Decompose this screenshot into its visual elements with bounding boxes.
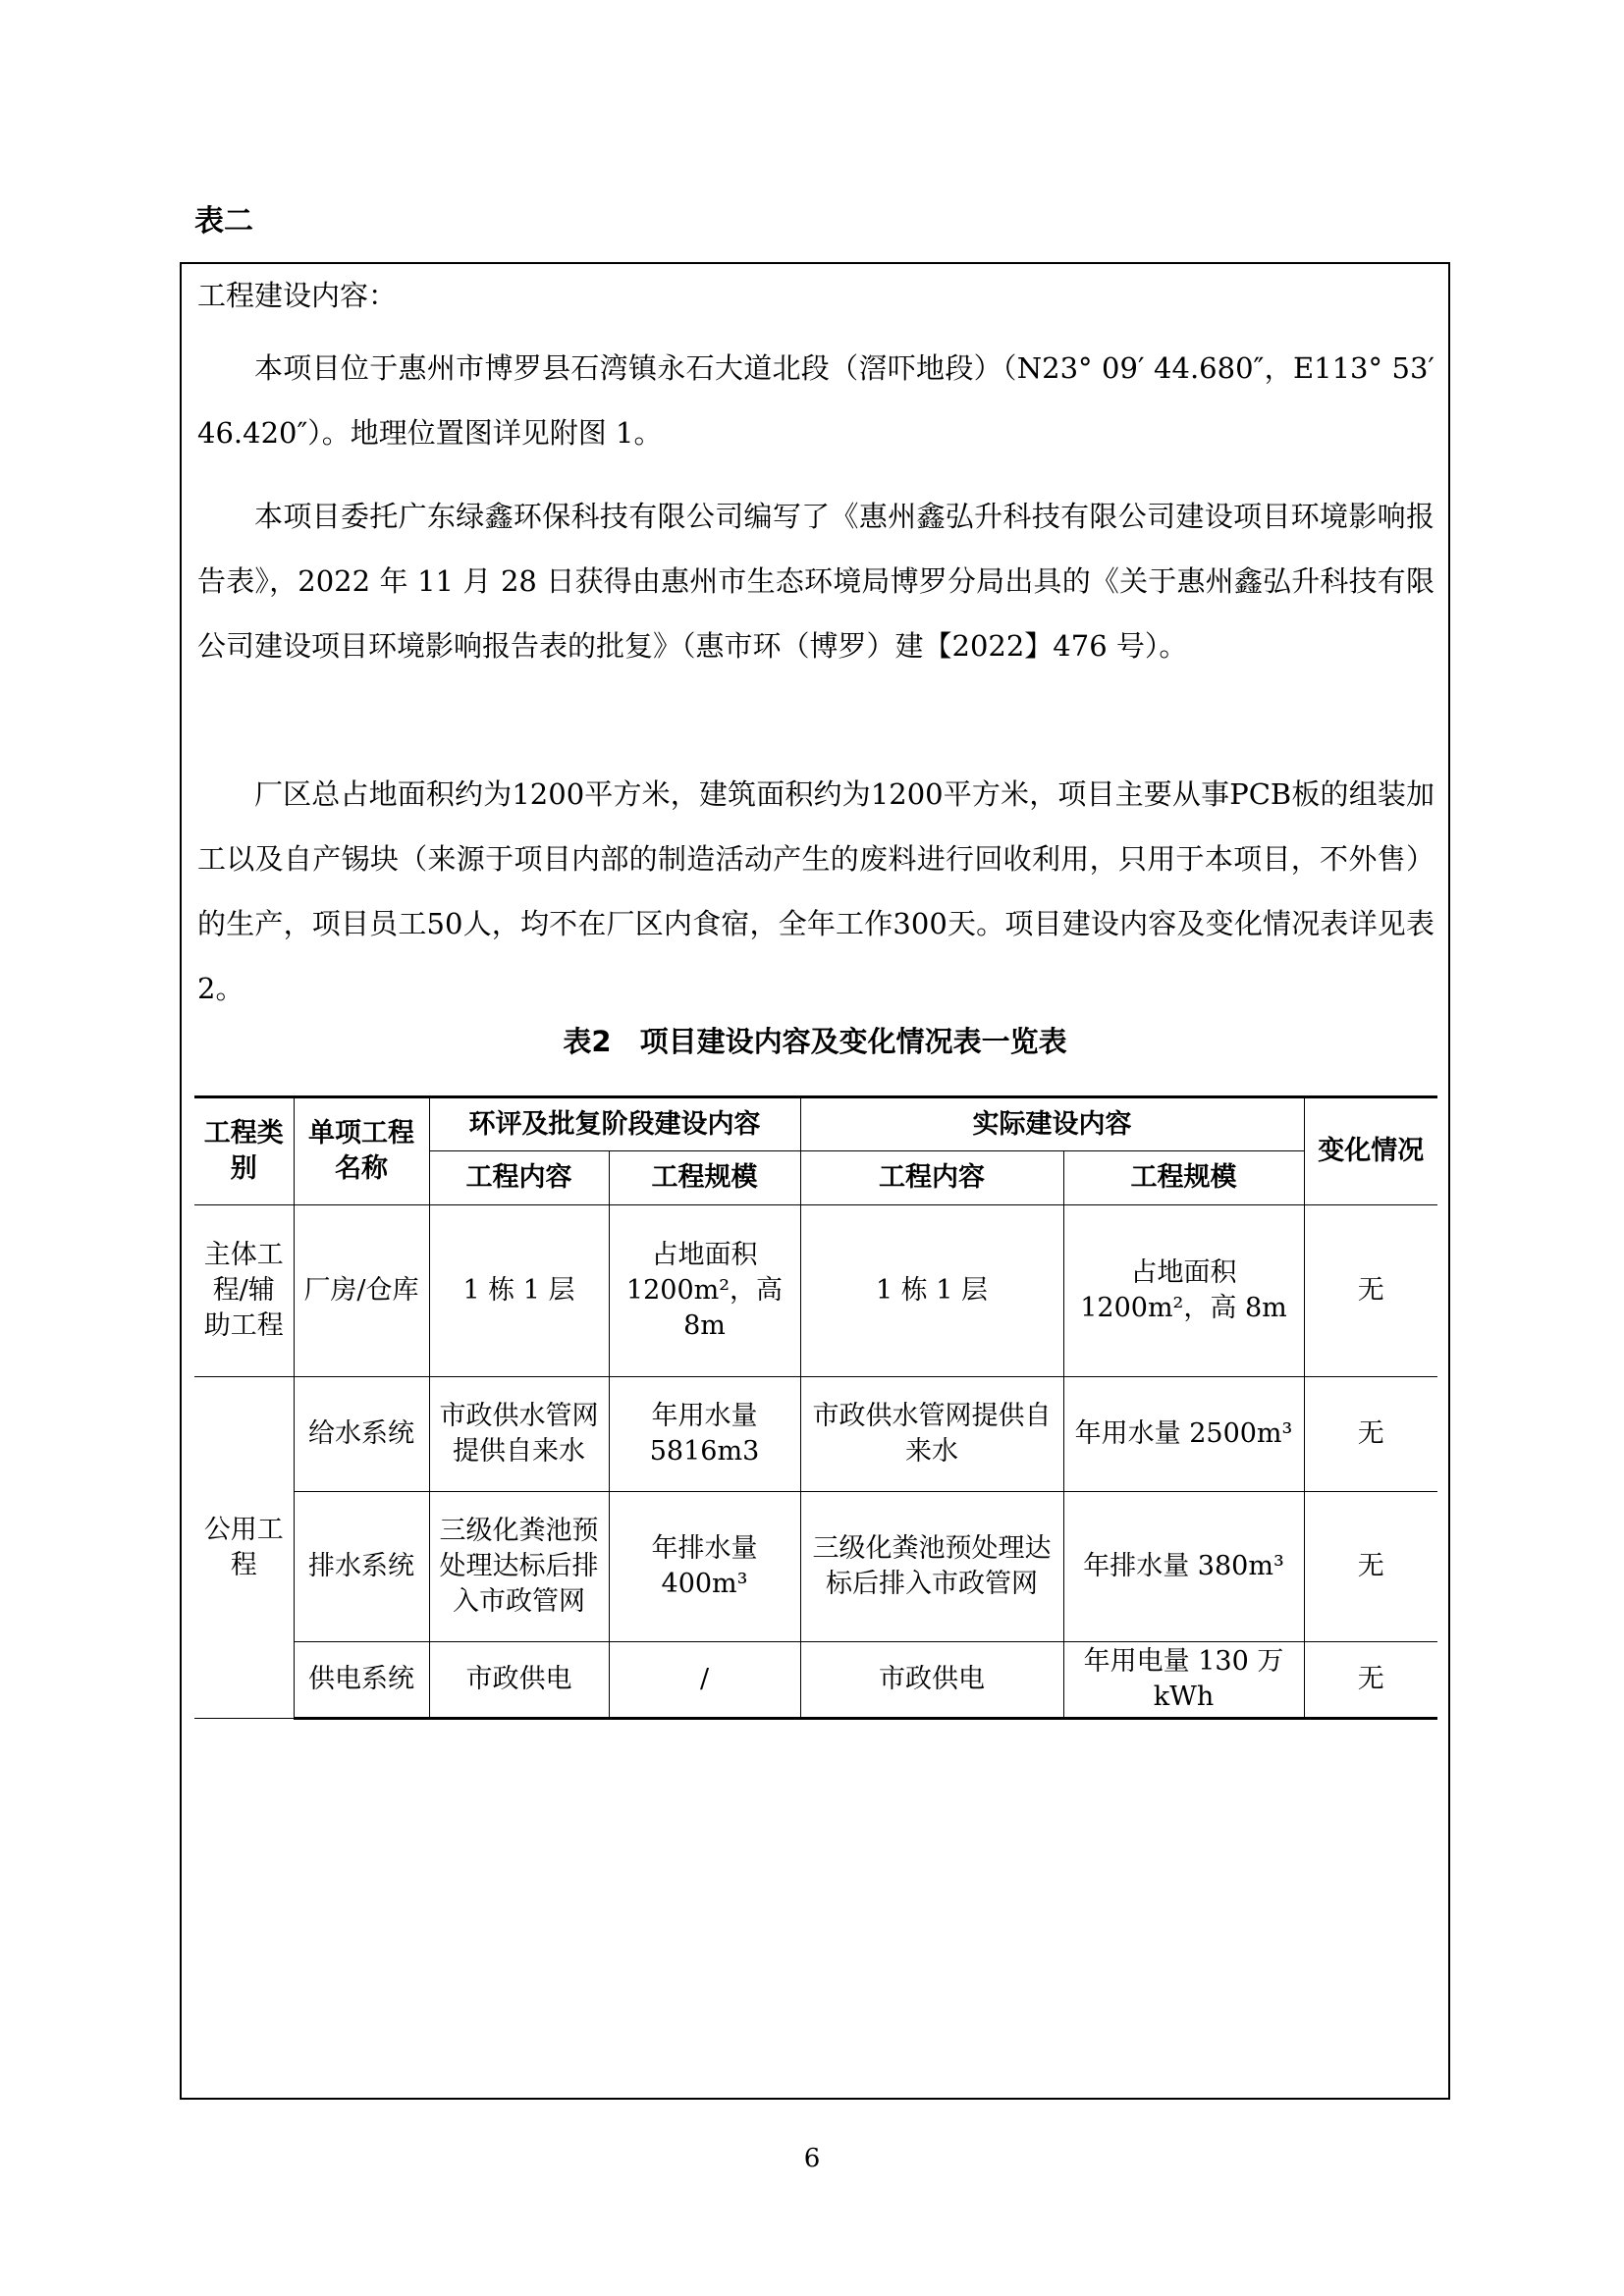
- cell-change: 无: [1304, 1205, 1437, 1377]
- header-actual-scale: 工程规模: [1063, 1151, 1304, 1205]
- cell-actual-content: 市政供电: [800, 1642, 1063, 1719]
- header-actual-content: 工程内容: [800, 1151, 1063, 1205]
- page-number: 6: [803, 2144, 821, 2173]
- header-eia-scale: 工程规模: [609, 1151, 800, 1205]
- header-eia-group: 环评及批复阶段建设内容: [429, 1097, 800, 1151]
- table-caption: 表2 项目建设内容及变化情况表一览表: [563, 1025, 1067, 1058]
- cell-eia-content: 市政供电: [429, 1642, 609, 1719]
- table-row: [194, 1492, 1437, 1642]
- paragraph-location: 本项目位于惠州市博罗县石湾镇永石大道北段（滘吓地段）（N23° 09′ 44.680″，E113° 53′ 46.420″）。地理位置图详见附图 1。: [197, 351, 1435, 450]
- cell-eia-scale: 占地面积1200m²，高8m: [609, 1205, 800, 1377]
- cell-category: 公用工程: [194, 1377, 294, 1719]
- table-row: [194, 1205, 1437, 1377]
- header-eia-content: 工程内容: [429, 1151, 609, 1205]
- cell-actual-scale: 年排水量 380m³: [1063, 1492, 1304, 1642]
- cell-change: 无: [1304, 1642, 1437, 1719]
- paragraph-approval: 本项目委托广东绿鑫环保科技有限公司编写了《惠州鑫弘升科技有限公司建设项目环境影响报告表》，2022 年 11 月 28 日获得由惠州市生态环境局博罗分局出具的《关于惠州鑫弘升科技有限公司建设项目环境影响报告表的批复》（惠市环（博罗）建【2022】476 号）。: [197, 500, 1435, 663]
- cell-item: 给水系统: [294, 1377, 429, 1492]
- cell-actual-scale: 占地面积1200m²，高 8m: [1063, 1205, 1304, 1377]
- cell-eia-scale: 年用水量5816m3: [609, 1377, 800, 1492]
- content-frame: [180, 262, 1450, 2100]
- table-row: [194, 1642, 1437, 1719]
- header-category: 工程类别: [194, 1097, 294, 1205]
- project-content-table: [194, 1095, 1437, 1720]
- cell-item: 厂房/仓库: [294, 1205, 429, 1377]
- cell-eia-scale: /: [609, 1642, 800, 1719]
- cell-eia-content: 市政供水管网提供自来水: [429, 1377, 609, 1492]
- section-label: 表二: [194, 204, 253, 239]
- header-item: 单项工程名称: [294, 1097, 429, 1205]
- cell-actual-content: 三级化粪池预处理达标后排入市政管网: [800, 1492, 1063, 1642]
- intro-label: 工程建设内容：: [197, 279, 398, 312]
- paragraph-overview: 厂区总占地面积约为1200平方米，建筑面积约为1200平方米，项目主要从事PCB板的组装加工以及自产锡块（来源于项目内部的制造活动产生的废料进行回收利用，只用于本项目，不外售）的生产，项目员工50人，均不在厂区内食宿，全年工作300天。项目建设内容及变化情况表详见表2。: [197, 777, 1435, 1005]
- cell-actual-content: 1 栋 1 层: [800, 1205, 1063, 1377]
- cell-actual-content: 市政供水管网提供自来水: [800, 1377, 1063, 1492]
- header-actual-group: 实际建设内容: [800, 1097, 1304, 1151]
- cell-item: 排水系统: [294, 1492, 429, 1642]
- cell-eia-content: 三级化粪池预处理达标后排入市政管网: [429, 1492, 609, 1642]
- cell-eia-content: 1 栋 1 层: [429, 1205, 609, 1377]
- table-row: [194, 1377, 1437, 1492]
- cell-actual-scale: 年用水量 2500m³: [1063, 1377, 1304, 1492]
- cell-change: 无: [1304, 1492, 1437, 1642]
- cell-item: 供电系统: [294, 1642, 429, 1719]
- cell-actual-scale: 年用电量 130 万 kWh: [1063, 1642, 1304, 1719]
- header-change: 变化情况: [1304, 1097, 1437, 1205]
- cell-eia-scale: 年排水量400m³: [609, 1492, 800, 1642]
- cell-category: 主体工程/辅助工程: [194, 1205, 294, 1377]
- cell-change: 无: [1304, 1377, 1437, 1492]
